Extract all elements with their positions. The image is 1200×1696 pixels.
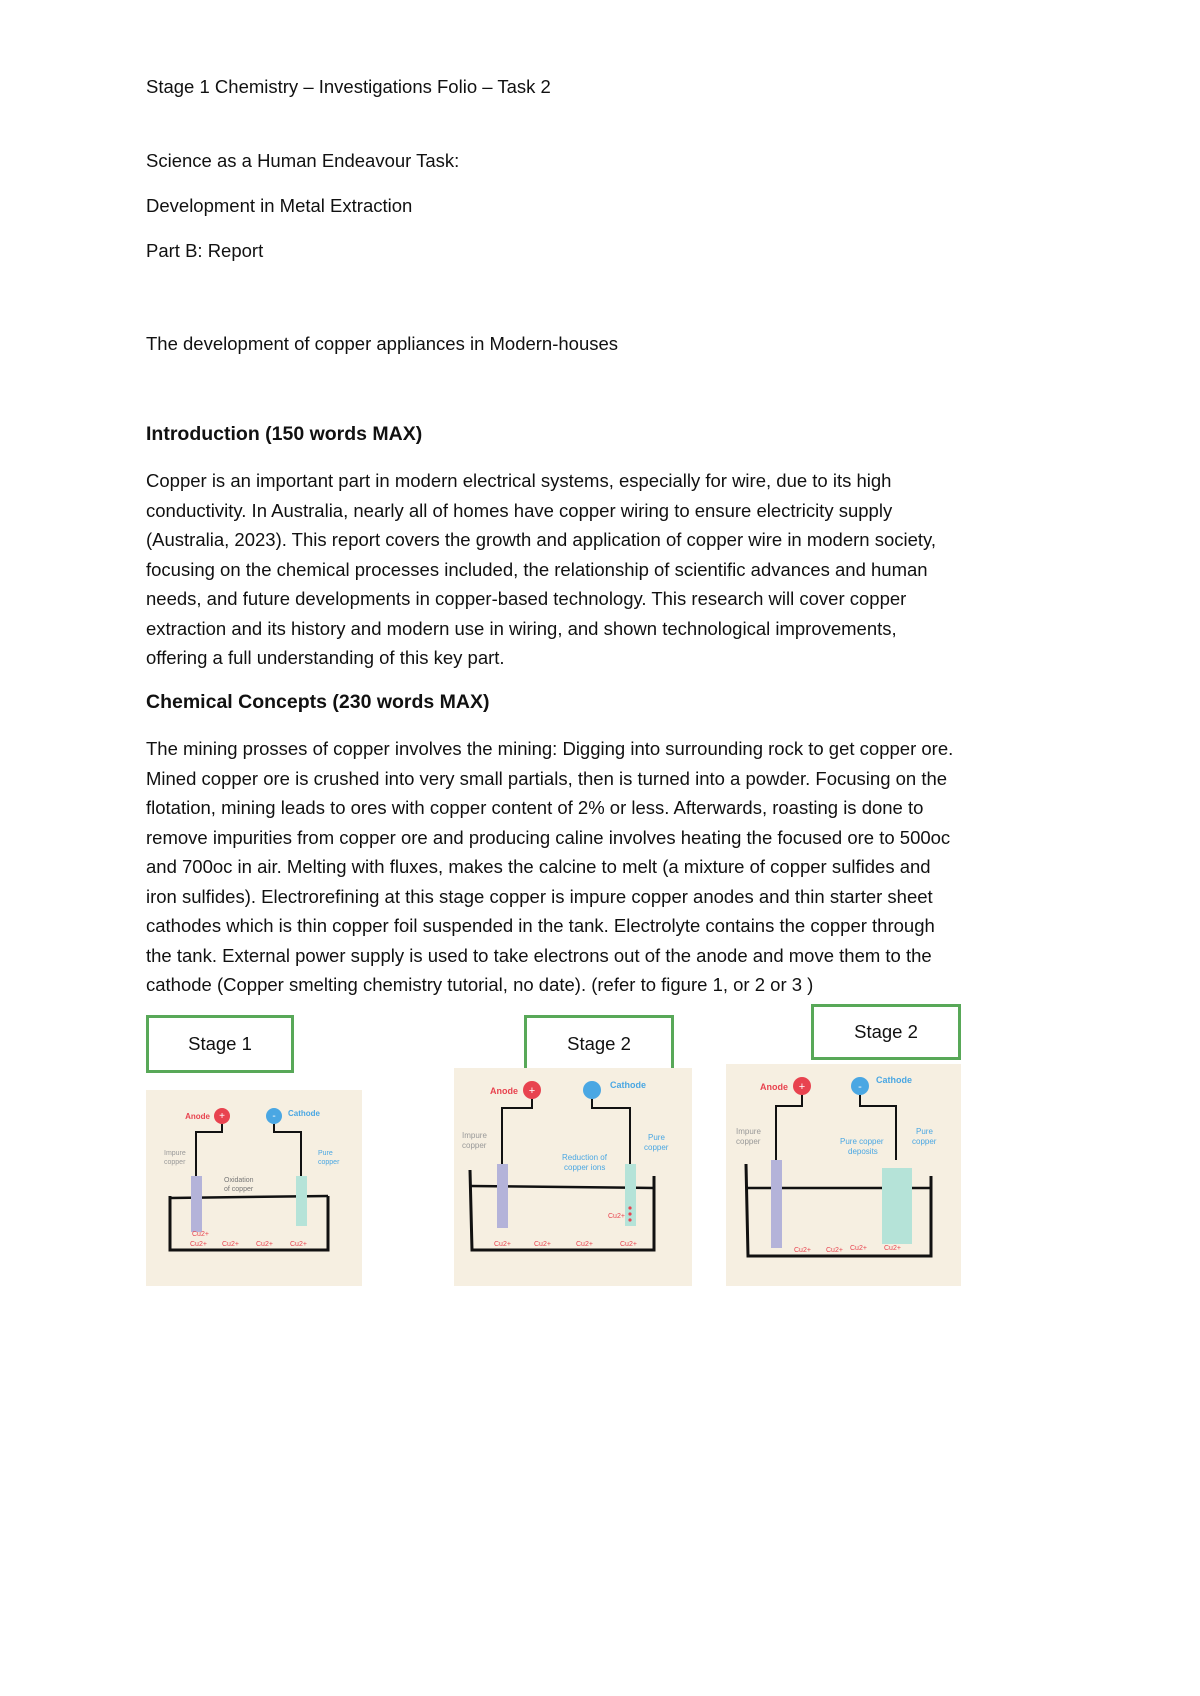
stage-2b-label: Stage 2 — [811, 1004, 961, 1060]
concepts-line: the tank. External power supply is used to take electrons out of the anode and move them to the — [146, 944, 932, 966]
cathode-label: Cathode — [876, 1075, 912, 1085]
svg-text:-: - — [858, 1081, 862, 1093]
anode-bar — [771, 1160, 782, 1248]
ion-label: Cu2+ — [290, 1241, 307, 1248]
anode-bar — [191, 1176, 202, 1232]
oxidation-label: Oxidation of copper — [224, 1177, 254, 1193]
impure-copper-label: Impure copper — [736, 1127, 761, 1146]
ion-label: Cu2+ — [222, 1241, 239, 1248]
report-title: The development of copper appliances in Modern-houses — [146, 333, 619, 354]
figure-1-electrolysis-diagram — [146, 1090, 362, 1286]
figure-3-electrolysis-diagram — [726, 1064, 961, 1286]
cathode-label: Cathode — [610, 1080, 646, 1090]
concepts-line: and 700oc in air. Melting with fluxes, makes the calcine to melt (a mixture of copper sulfides and — [146, 856, 931, 877]
svg-text:-: - — [272, 1111, 276, 1122]
figure-2-svg — [454, 1068, 692, 1286]
ion-label: Cu2+ — [794, 1247, 811, 1254]
figure-3-svg — [726, 1064, 961, 1286]
pure-copper-label: Pure copper — [912, 1127, 937, 1146]
ion-label: Cu2+ — [608, 1213, 625, 1220]
anode-label: Anode — [760, 1082, 788, 1092]
ion-label: Cu2+ — [534, 1241, 551, 1248]
reduction-label: Reduction of copper ions — [562, 1153, 607, 1172]
introduction-heading: Introduction (150 words MAX) — [146, 423, 423, 445]
anode-label: Anode — [490, 1086, 518, 1096]
cathode-terminal-icon — [583, 1081, 601, 1099]
intro-line: needs, and future developments in copper-based technology. This research will cover copper — [146, 588, 907, 609]
anode-bar — [497, 1164, 508, 1228]
pure-copper-deposits-label: Pure copper deposits — [840, 1137, 884, 1156]
stage-2-label: Stage 2 — [524, 1015, 674, 1073]
svg-text:+: + — [528, 1085, 536, 1097]
cathode-bar — [296, 1176, 307, 1226]
intro-line: conductivity. In Australia, nearly all of homes have copper wiring to ensure electricity supply — [146, 499, 893, 521]
pure-copper-label: Pure copper — [644, 1133, 669, 1152]
svg-text:+: + — [219, 1111, 225, 1122]
task-subtitle: Development in Metal Extraction — [146, 195, 413, 216]
concepts-line: flotation, mining leads to ores with copper content of 2% or less. Afterwards, roasting is done to — [146, 797, 924, 818]
concepts-line: cathode (Copper smelting chemistry tutorial, no date). (refer to figure 1, or 2 or 3 ) — [146, 974, 814, 995]
ion-label: Cu2+ — [884, 1245, 901, 1252]
intro-line: focusing on the chemical processes included, the relationship of scientific advances and human — [146, 558, 928, 580]
ion-label: Cu2+ — [576, 1241, 593, 1248]
ion-label: Cu2+ — [256, 1241, 273, 1248]
intro-line: (Australia, 2023). This report covers the growth and application of copper wire in modern society, — [146, 529, 937, 550]
introduction-paragraph — [146, 466, 1066, 673]
chemical-concepts-heading: Chemical Concepts (230 words MAX) — [146, 691, 490, 713]
ion-label: Cu2+ — [494, 1241, 511, 1248]
anode-label: Anode — [185, 1112, 210, 1121]
pure-copper-label: Pure copper — [318, 1150, 340, 1166]
task-part: Part B: Report — [146, 240, 264, 261]
stage-1-label: Stage 1 — [146, 1015, 294, 1073]
ion-label: Cu2+ — [850, 1245, 867, 1252]
cathode-bar — [625, 1164, 636, 1226]
ion-label: Cu2+ — [192, 1231, 209, 1238]
intro-line: extraction and its history and modern use in wiring, and shown technological improvements, — [146, 617, 897, 639]
cathode-label: Cathode — [288, 1109, 320, 1118]
intro-line: offering a full understanding of this key part. — [146, 647, 505, 668]
ion-label: Cu2+ — [826, 1247, 843, 1254]
figure-1-svg — [146, 1090, 362, 1286]
task-title: Science as a Human Endeavour Task: — [146, 150, 460, 171]
concepts-line: cathodes which is thin copper foil suspended in the tank. Electrolyte contains the copper through — [146, 915, 935, 936]
course-header: Stage 1 Chemistry – Investigations Folio – Task 2 — [146, 76, 551, 97]
svg-text:+: + — [798, 1081, 806, 1093]
cathode-deposit-bar — [882, 1168, 912, 1244]
impure-copper-label: Impure copper — [462, 1131, 487, 1150]
impure-copper-label: Impure copper — [164, 1150, 186, 1166]
concepts-line: remove impurities from copper ore and producing caline involves heating the focused ore to 500oc — [146, 826, 951, 848]
concepts-line: The mining prosses of copper involves the mining: Digging into surrounding rock to get copper ore. — [146, 738, 954, 759]
concepts-line: Mined copper ore is crushed into very small partials, then is turned into a powder. Focusing on the — [146, 767, 948, 789]
ion-label: Cu2+ — [190, 1241, 207, 1248]
concepts-line: iron sulfides). Electrorefining at this stage copper is impure copper anodes and thin starter sheet — [146, 885, 933, 907]
intro-line: Copper is an important part in modern electrical systems, especially for wire, due to its high — [146, 470, 892, 491]
ion-label: Cu2+ — [620, 1241, 637, 1248]
chemical-concepts-paragraph — [146, 734, 1066, 1000]
figure-2-electrolysis-diagram — [454, 1068, 692, 1286]
